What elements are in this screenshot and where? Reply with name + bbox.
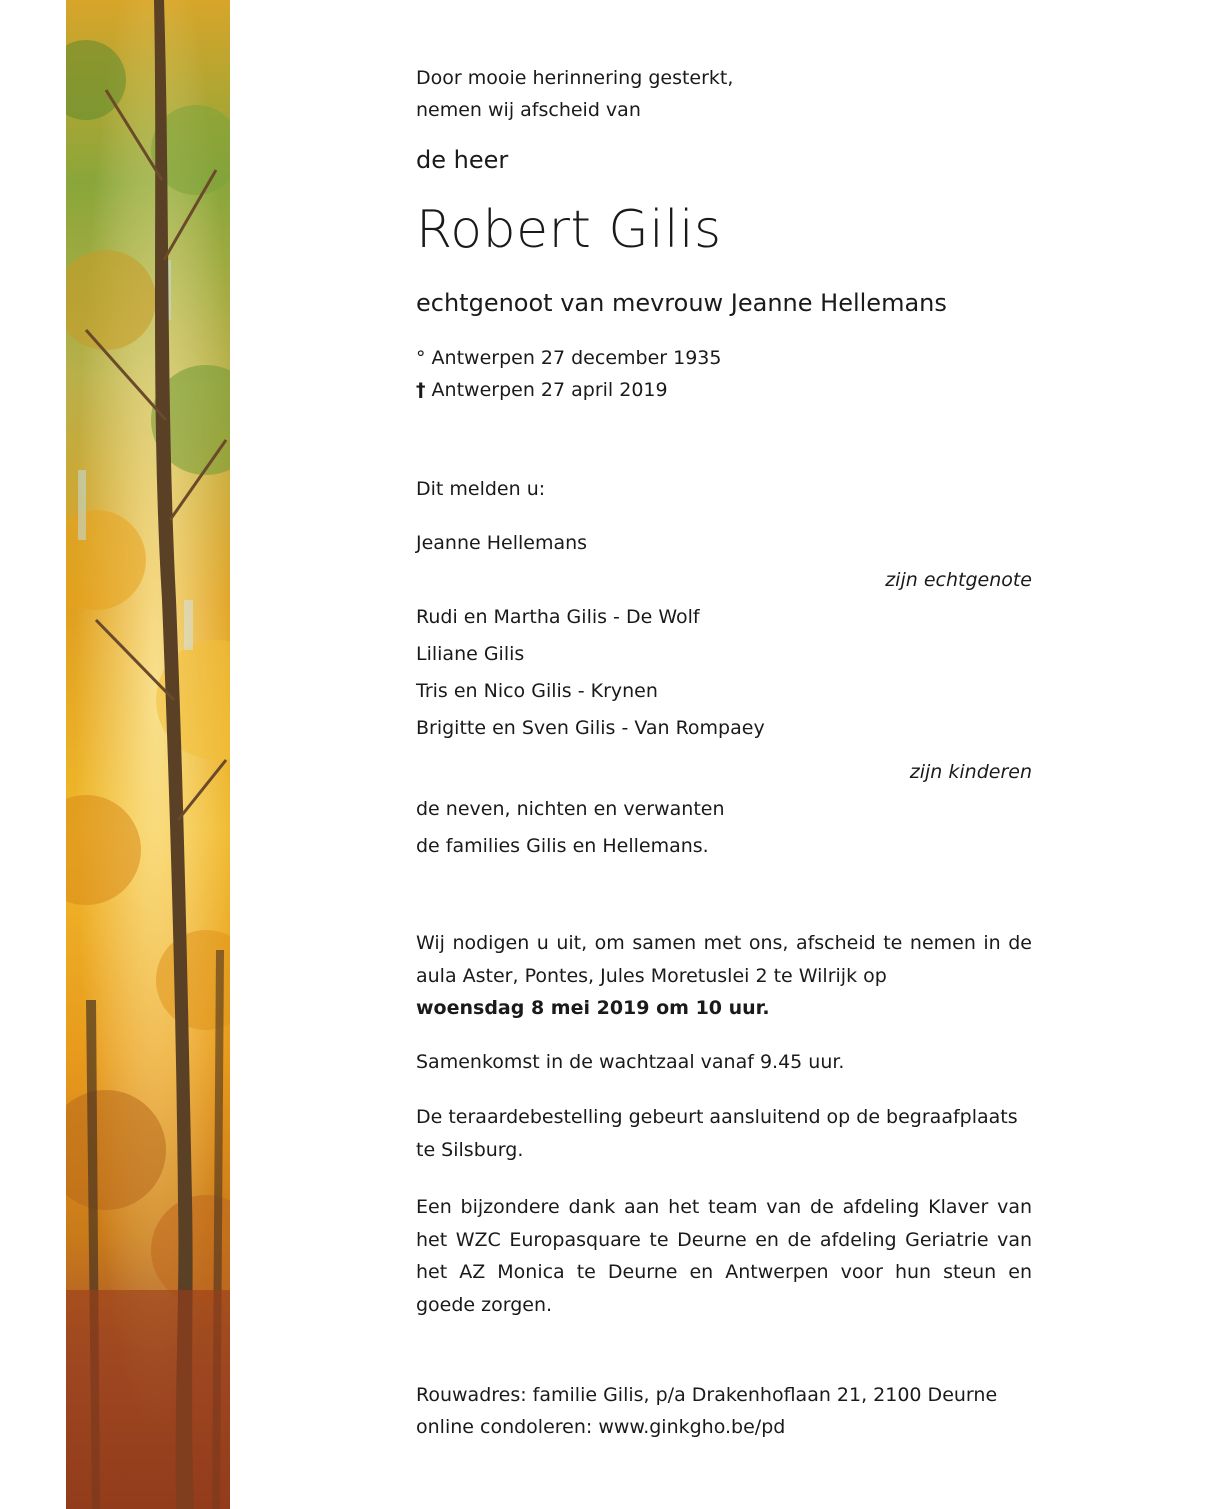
relatives-line: de families Gilis en Hellemans. <box>416 835 709 857</box>
child-name: Liliane Gilis <box>416 643 525 665</box>
cross-icon: † <box>416 379 426 401</box>
birth-text: Antwerpen 27 december 1935 <box>431 347 722 369</box>
birth-symbol: ° <box>416 347 426 369</box>
burial-line-2: te Silsburg. <box>416 1139 524 1161</box>
invitation-text: Wij nodigen u uit, om samen met ons, afscheid te nemen in de aula Aster, Pontes, Jules Moretuslei 2 te Wilrijk op <box>416 932 1032 987</box>
death-text: Antwerpen 27 april 2019 <box>431 379 668 401</box>
condolences-link[interactable]: online condoleren: www.ginkgho.be/pd <box>416 1416 786 1438</box>
child-name: Tris en Nico Gilis - Krynen <box>416 680 658 702</box>
children-role: zijn kinderen <box>909 761 1032 783</box>
thanks-text: Een bijzondere dank aan het team van de afdeling Klaver van het WZC Europasquare te Deurne en de afdeling Geriatrie van het AZ Monica te Deurne en Antwerpen voor hun steun en goede zorgen. <box>416 1196 1032 1316</box>
deceased-name: Robert Gilis <box>416 200 722 260</box>
spouse-name: Jeanne Hellemans <box>416 532 588 554</box>
child-name: Rudi en Martha Gilis - De Wolf <box>416 606 700 628</box>
spouse-role: zijn echtgenote <box>885 569 1032 591</box>
intro-line-2: nemen wij afscheid van <box>416 99 641 121</box>
ceremony-date: woensdag 8 mei 2019 om 10 uur. <box>416 997 770 1019</box>
spouse-line: echtgenoot van mevrouw Jeanne Hellemans <box>416 289 947 317</box>
intro-line-1: Door mooie herinnering gesterkt, <box>416 67 734 89</box>
burial-line-1: De teraardebestelling gebeurt aansluitend op de begraafplaats <box>416 1106 1018 1128</box>
death-line <box>416 379 668 401</box>
announce-label: Dit melden u: <box>416 478 546 500</box>
title-prefix: de heer <box>416 146 509 174</box>
autumn-forest-image <box>66 0 230 1509</box>
gathering-text: Samenkomst in de wachtzaal vanaf 9.45 uur. <box>416 1051 845 1073</box>
birth-line <box>416 347 721 369</box>
thanks-paragraph <box>416 1191 1032 1321</box>
mourning-address: Rouwadres: familie Gilis, p/a Drakenhoflaan 21, 2100 Deurne <box>416 1384 998 1406</box>
child-name: Brigitte en Sven Gilis - Van Rompaey <box>416 717 765 739</box>
invitation-paragraph <box>416 927 1032 1025</box>
relatives-line: de neven, nichten en verwanten <box>416 798 725 820</box>
